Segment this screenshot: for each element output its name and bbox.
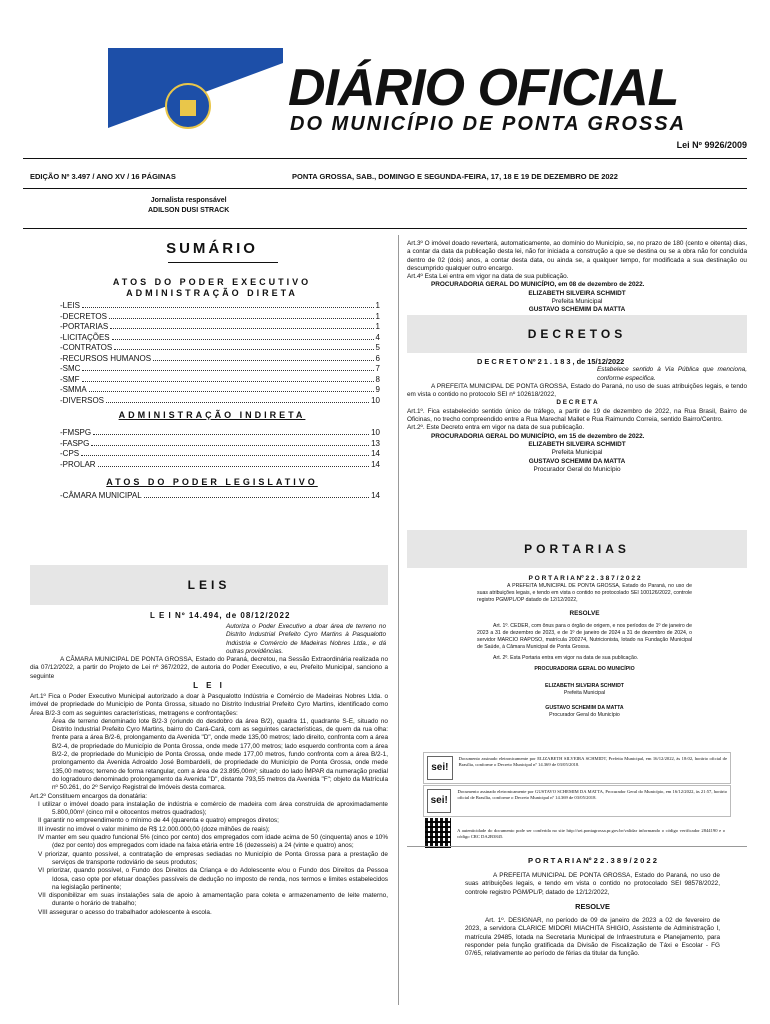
decreto-sig1-role: Prefeita Municipal — [551, 449, 603, 457]
decreto-title: D E C R E T O Nº 2 1 . 1 8 3 , de 15/12/2022 — [477, 357, 625, 366]
decreto-sig2-name: GUSTAVO SCHEMIM DA MATTA — [528, 457, 626, 465]
toc-dot-leader — [91, 445, 369, 446]
toc-entry-label: -FMSPG — [60, 428, 92, 437]
toc-dot-leader — [82, 307, 374, 308]
inciso-item: II garantir no empreendimento o mínimo de 44 (quarenta e quatro) empregos diretos; — [38, 817, 279, 825]
portaria-2 — [465, 855, 720, 959]
toc-entry — [60, 460, 380, 471]
sei-signature-1 — [423, 752, 731, 784]
toc-entry — [60, 333, 380, 344]
header-rule-3 — [23, 228, 747, 229]
portaria-1 — [477, 574, 692, 719]
inciso-item: V priorizar, quanto possível, a contratação de empresas sediadas no Município de Ponta Grossa para a prestação de serviços de transporte rodoviário de seus produtos; — [38, 850, 388, 866]
toc-entry — [60, 385, 380, 396]
lei-preamble: A CÂMARA MUNICIPAL DE PONTA GROSSA, Estado do Paraná, decretou, na Sessão Extraordinária realizada no dia 07/12/2022, a partir do Projeto de Lei nº 367/2022, de autoria do Poder Executivo, e eu, Prefeito Municipal, sanciono a seguinte — [30, 656, 388, 680]
decreto-sig2-role: Procurador Geral do Município — [533, 465, 621, 473]
toc-entry-page: 1 — [375, 301, 380, 310]
toc-dot-leader — [110, 328, 373, 329]
portaria-divider — [407, 846, 747, 847]
toc-entry-page: 7 — [375, 364, 380, 373]
toc-entry — [60, 364, 380, 375]
exec-direct-heading: ATOS DO PODER EXECUTIVO ADMINISTRAÇÃO DIRETA — [112, 277, 312, 298]
portaria2-preamble: A PREFEITA MUNICIPAL DE PONTA GROSSA, Estado do Paraná, no uso de suas atribuições legais, e tendo em vista o contido no protocolado SEI 98578/2022, controle registro PGM/PL/P, datado de 12/12/2022, — [465, 872, 720, 896]
portaria1-procuradoria: PROCURADORIA GERAL DO MUNICÍPIO — [534, 666, 635, 672]
portarias-banner: PORTARIAS — [407, 530, 747, 568]
inciso-item: I utilizar o imóvel doado para instalação de indústria e comércio de madeira com área construída de aproximadamente 5.800,00m² (cinco mil e oitocentos metros quadrados); — [38, 800, 388, 817]
portaria1-art2: Art. 2º. Esta Portaria entra em vigor na data de sua publicação. — [493, 655, 639, 661]
sei-logo: sei! — [427, 789, 451, 813]
dateline: PONTA GROSSA, SAB., DOMINGO E SEGUNDA-FEIRA, 17, 18 E 19 DE DEZEMBRO DE 2022 — [292, 172, 618, 181]
inciso-item: VII disponibilizar em suas instalações sala de apoio à amamentação para coleta e armazenamento de leite materno, durante o horário de trabalho; — [38, 892, 388, 908]
toc-entry-page: 14 — [371, 459, 380, 469]
lei-art3: Art.3º O imóvel doado reverterá, automaticamente, ao domínio do Município, se, no prazo de 180 (cento e oitenta) dias, a contar da data da publicação desta lei, não for iniciada a construção a que se destina ou se a obra não for concluída dentro de 02 (dois) anos, a contar desta data, ou ainda se, a qualquer tempo, for modificada a sua destinação ou descumprido qualquer outro encargo. — [407, 240, 747, 272]
toc-entry-page: 1 — [375, 311, 380, 321]
toc-entry-label: -DIVERSOS — [60, 395, 105, 405]
inciso-item: VI priorizar, quando possível, o Fundo dos Direitos da Criança e do Adolescente e/ou o Fundo dos Direitos da Pessoa Idosa, caso opte por efetuar doações passíveis de dedução no imposto de renda, nos termos e limites estabelecidos na legislação pertinente; — [38, 867, 388, 891]
portaria1-art1: Art. 1º. CEDER, com ônus para o órgão de origem, e nos períodos de 1º de janeiro de 2023 a 31 de dezembro de 2023, e de 1º de janeiro de 2024 a 31 de dezembro de 2024, o servidor MARCIO RAPOSO, matrícula 200274, Nutricionista, lotado na Fundação Municipal de Saúde, à Câmara Municipal de Ponta Grossa. — [477, 623, 692, 650]
portaria1-sig2-role: Procurador Geral do Município — [549, 712, 620, 718]
toc-dot-leader — [81, 455, 369, 456]
toc-direta — [60, 301, 380, 406]
portaria1-title: P O R T A R I A Nº 2 2 . 3 8 7 / 2 0 2 2 — [528, 575, 641, 582]
sei-authenticity — [425, 818, 725, 848]
toc-dot-leader — [89, 391, 374, 392]
lei-number: Lei Nº 9926/2009 — [676, 140, 747, 150]
toc-entry-label: -LICITAÇÕES — [60, 332, 110, 342]
sei-text-3: A autenticidade do documento pode ser conferida no site http://sei.pontagrossa.pr.gov.br/validar informando o código verificador 2844190 e o código CRC DA2B3845. — [457, 828, 725, 839]
toc-indireta — [60, 428, 380, 470]
toc-entry-label: -SMC — [60, 364, 81, 373]
toc-entry — [60, 428, 380, 439]
lei-procuradoria: PROCURADORIA GERAL DO MUNICÍPIO, em 08 de dezembro de 2022. — [431, 281, 645, 289]
toc-entry-label: -CPS — [60, 449, 80, 458]
toc-dot-leader — [153, 360, 373, 361]
toc-dot-leader — [112, 339, 374, 340]
summary-title: SUMÁRIO — [166, 240, 258, 257]
decretos-banner: DECRETOS — [407, 315, 747, 353]
toc-entry-label: -RECURSOS HUMANOS — [60, 353, 152, 363]
toc-dot-leader — [82, 370, 373, 371]
portaria2-art1: Art. 1º. DESIGNAR, no período de 09 de janeiro de 2023 a 02 de fevereiro de 2023, a servidora CLARICE MIDORI MIACHITA SHIGIO, Assistente de Administração I, matrícula 29485, lotada na Secretaria Municipal de Infraestrutura e Planejamento, para responder pela função gratificada da Divisão de Fiscalização de Táxi e Escolar - FG 07/65, relativamente ao período de férias da titular da função. — [465, 917, 720, 958]
toc-entry-label: -SMF — [60, 374, 80, 384]
masthead-title: DIÁRIO OFICIAL — [288, 59, 679, 117]
toc-entry-label: -DECRETOS — [60, 311, 107, 321]
decreto-ementa: Estabelece sentido à Via Pública que menciona, conforme especifica. — [597, 366, 747, 382]
decreto-decreta: D E C R E T A — [556, 399, 598, 407]
toc-entry-page: 10 — [371, 395, 380, 405]
toc-entry — [60, 375, 380, 386]
toc-entry — [60, 396, 380, 407]
lei-art1-desc: Área de terreno denominado lote B/2-3 (oriundo do desdobro da área B/2), quadra 11, quadrante S-E, situado no Distrito Industrial Prefeito Cyro Martins, bairro do Cará-Cará, com as seguintes características, de quem da rua olha: frente para a área B/2-6, prolongamento da Avenida "D", onde mede 135,00 metros; lado direito, confronta com a área B/2-4, de propriedade do Município de Ponta Grossa, onde mede 177,00 metros; lado esquerdo confronta com a área B/2-2, de propriedade do Município de Ponta Grossa, onde mede 177,00 metros, fundo confronta com a área B/2-1, prolongamento da Avenida Adroaldo José Bombardelli, de propriedade do Município de Ponta Grossa, onde mede 135,00 metros; terreno de forma retangular, com a área de 23.895,00m²; situado do lado ÍMPAR da numeração predial do logradouro denominado prolongamento da Avenida "D", distante 793,55 metros da Avenida "F"; objeto da Matrícula nº 50.261, do 2º Serviço Registral de Imóveis desta comarca. — [52, 717, 388, 792]
lei-title: L E I Nº 14.494, de 08/12/2022 — [150, 611, 291, 620]
toc-dot-leader — [144, 497, 369, 498]
toc-entry — [60, 449, 380, 460]
toc-entry — [60, 354, 380, 365]
portaria2-resolve: RESOLVE — [575, 901, 610, 911]
decreto-procuradoria: PROCURADORIA GERAL DO MUNICÍPIO, em 15 de dezembro de 2022. — [431, 432, 645, 440]
edition-info: EDIÇÃO Nº 3.497 / ANO XV / 16 PÁGINAS — [30, 172, 176, 181]
toc-entry-page: 14 — [371, 449, 380, 458]
toc-entry-label: -FASPG — [60, 438, 90, 448]
lei-art4: Art.4º Esta Lei entra em vigor na data de sua publicação. — [407, 273, 569, 281]
inciso-item: VIII assegurar o acesso do trabalhador adolescente à escola. — [38, 908, 212, 916]
lei-word: L E I — [193, 681, 225, 690]
lei-ementa: Autoriza o Poder Executivo a doar área de terreno no Distrito Industrial Prefeito Cyro Martins à Pasqualotto Indústria e Comércio de Madeiras Nobres Ltda., e dá outras providências. — [226, 623, 386, 655]
inciso-item: III investir no imóvel o valor mínimo de R$ 12.000.000,00 (doze milhões de reais); — [38, 825, 270, 833]
toc-dot-leader — [82, 381, 374, 382]
decreto-sig1-name: ELIZABETH SILVEIRA SCHMIDT — [528, 440, 626, 448]
journalist-label: Jornalista responsável — [150, 197, 227, 204]
sei-text-1: Documento assinado eletronicamente por ELIZABETH SILVEIRA SCHMIDT, Prefeita Municipal, em 16/12/2022, às 18:02, horário oficial de Brasília, conforme o Decreto Municipal nº 14.369 de 03/05/2018. — [458, 756, 727, 767]
header-rule-2 — [23, 188, 747, 189]
toc-entry — [60, 439, 380, 450]
toc-entry-label: -PORTARIAS — [60, 322, 109, 331]
lei-continuation — [407, 240, 747, 323]
toc-entry-page: 10 — [371, 428, 380, 437]
toc-entry-page: 6 — [375, 353, 380, 363]
toc-entry-page: 4 — [375, 332, 380, 342]
portaria2-title: P O R T A R I A Nº 2 2 . 3 8 9 / 2 0 2 2 — [528, 856, 657, 865]
lei-art2: Art.2º Constituem encargos da donatária: — [30, 792, 148, 800]
decreto-art1: Art.1º. Fica estabelecido sentido único de tráfego, a partir de 19 de dezembro de 2022, na Rua Brasil, Bairro de Oficinas, no trecho compreendido entre a Rua Marechal Mallet e Rua Raimundo Correia, sentido Bairro/Centro. — [407, 407, 747, 424]
lei-incisos — [30, 801, 388, 917]
toc-entry-page: 1 — [375, 322, 380, 331]
lei-art1-text: Art.1º Fica o Poder Executivo Municipal autorizado a doar à Pasqualotto Indústria e Comércio de Madeiras Nobres Ltda. o imóvel de propriedade do Município de Ponta Grossa, situado no Distrito Industrial Prefeito Cyro Martins, identificado como Área B/2-3 com as seguintes características, metragens e confrontações: — [30, 693, 388, 717]
sei-logo: sei! — [427, 756, 453, 780]
indirect-heading: ADMINISTRAÇÃO INDIRETA — [118, 410, 306, 420]
toc-legislativo — [60, 491, 380, 502]
summary-underline — [168, 262, 278, 263]
toc-entry-page: 8 — [375, 374, 380, 384]
journalist — [148, 196, 229, 216]
portaria1-preamble: A PREFEITA MUNICIPAL DE PONTA GROSSA, Estado do Paraná, no uso de suas atribuições legais, e tendo em vista o contido no protocolado SEI 100126/2022, controle registro PGM/PL/OP datado de 12/12/2022, — [477, 583, 692, 603]
lei-art1 — [30, 693, 388, 917]
toc-entry-label: -CONTRATOS — [60, 343, 113, 352]
toc-entry-label: -SMMA — [60, 385, 87, 394]
toc-entry — [60, 491, 380, 502]
toc-entry — [60, 322, 380, 333]
toc-entry-page: 14 — [371, 491, 380, 500]
toc-dot-leader — [93, 434, 369, 435]
journalist-name: ADILSON DUSI STRACK — [148, 207, 230, 214]
portaria1-sig1-name: ELIZABETH SILVEIRA SCHMIDT — [545, 683, 624, 689]
header-rule — [23, 158, 747, 159]
flag-logo — [108, 48, 283, 168]
lei-sig2-name: GUSTAVO SCHEMIM DA MATTA — [528, 306, 626, 314]
portaria1-sig1-role: Prefeita Municipal — [563, 690, 606, 696]
toc-entry-page: 13 — [371, 438, 380, 448]
qr-code-icon — [425, 818, 451, 848]
masthead-subtitle: DO MUNICÍPIO DE PONTA GROSSA — [290, 113, 687, 135]
leis-banner: LEIS — [30, 565, 388, 605]
toc-entry — [60, 301, 380, 312]
toc-dot-leader — [114, 349, 373, 350]
toc-entry — [60, 312, 380, 323]
portaria1-sig2-name: GUSTAVO SCHEMIM DA MATTA — [545, 705, 624, 711]
decreto-preamble: A PREFEITA MUNICIPAL DE PONTA GROSSA, Estado do Paraná, no uso de suas atribuições legais, e tendo em vista o contido no protocolo SEI nº 102618/2022, — [407, 382, 747, 399]
decreto-art2: Art.2º. Este Decreto entra em vigor na data de sua publicação. — [407, 424, 585, 432]
toc-dot-leader — [98, 466, 370, 467]
toc-entry-label: -PROLAR — [60, 459, 96, 469]
sei-text-2: Documento assinado eletronicamente por GUSTAVO SCHEMIM DA MATTA, Procurador Geral do Município, em 16/12/2022, às 21:57, horário oficial de Brasília, conforme o Decreto Municipal nº 14.369 de 03/05/2018. — [457, 789, 727, 800]
toc-dot-leader — [106, 402, 369, 403]
toc-entry — [60, 343, 380, 354]
toc-entry-label: -LEIS — [60, 301, 81, 310]
toc-entry-label: -CÂMARA MUNICIPAL — [60, 491, 142, 500]
legislative-heading: ATOS DO PODER LEGISLATIVO — [106, 477, 318, 487]
column-separator — [398, 235, 399, 1005]
portaria1-resolve: RESOLVE — [569, 610, 600, 617]
toc-entry-page: 9 — [375, 385, 380, 394]
decreto-block — [407, 358, 747, 474]
lei-sig1-name: ELIZABETH SILVEIRA SCHMIDT — [528, 289, 626, 297]
toc-dot-leader — [109, 318, 374, 319]
lei-sig1-role: Prefeita Municipal — [551, 298, 603, 306]
inciso-item: IV manter em seu quadro funcional 5% (cinco por cento) dos empregados com idade acima de 50 (cinquenta) anos e 10% (dez por cento) dos empregados com idade na faixa etária entre 16 (dezesseis) a 24 (vinte e quatro) anos; — [38, 834, 388, 850]
sei-signature-2 — [423, 785, 731, 817]
toc-entry-page: 5 — [375, 343, 380, 352]
